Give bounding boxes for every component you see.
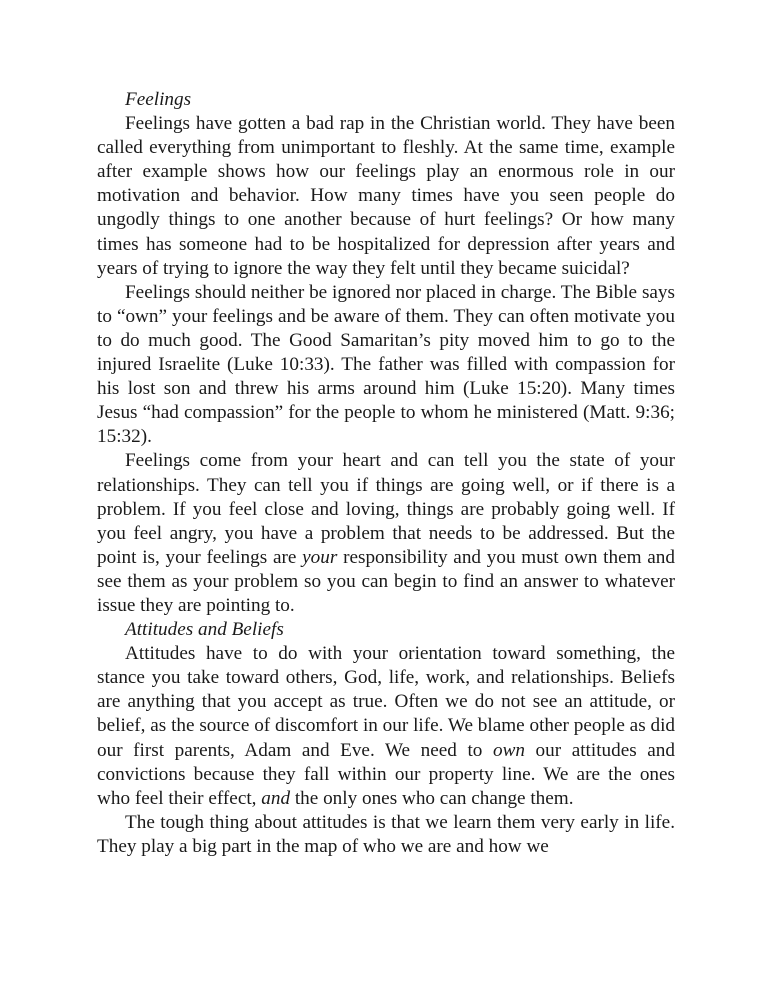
paragraph-text: responsibility and you must own them and see them as your problem so you can begin to find an answer to whatever issue they are pointing to. (97, 546, 675, 616)
document-page (97, 88, 675, 859)
paragraph-attitudes-intro (97, 642, 675, 811)
section-heading-feelings: Feelings (125, 89, 192, 110)
paragraph-text: our attitudes and convictions because they fall within our property line. We are the ones who feel their effect, (97, 739, 675, 809)
paragraph-text: the only ones who can change them. (290, 787, 574, 809)
paragraph-feelings-heart (97, 449, 675, 618)
emphasis-text: own (492, 739, 525, 761)
emphasis-text: and (261, 787, 291, 809)
emphasis-text: your (302, 546, 338, 568)
section-heading-attitudes: Attitudes and Beliefs (125, 619, 284, 641)
paragraph-text: Feelings come from your heart and can tell you the state of your relationships. They can tell you if things are going well, or if there is a problem. If you feel close and loving, things are probably going well. If you feel angry, you have a problem that needs to be addressed. But the point is, your feelings are (97, 450, 675, 568)
paragraph-feelings-intro: Feelings have gotten a bad rap in the Christian world. They have been called everything from unimportant to fleshly. At the same time, example after example shows how our feelings play an enormous role in our motivation and behavior. How many times have you seen people do ungodly things to one another because of hurt feelings? Or how many times has someone had to be hospitalized for depression after years and years of trying to ignore the way they felt until they became suicidal? (97, 113, 675, 279)
paragraph-feelings-own: Feelings should neither be ignored nor placed in charge. The Bible says to “own” your feelings and be aware of them. They can often motivate you to do much good. The Good Samaritan’s pity moved him to go to the injured Israelite (Luke 10:33). The father was filled with compassion for his lost son and threw his arms around him (Luke 15:20). Many times Jesus “had compassion” for the people to whom he ministered (Matt. 9:36; 15:32). (97, 281, 675, 448)
paragraph-text: Attitudes have to do with your orientation toward something, the stance you take toward others, God, life, work, and relationships. Beliefs are anything that you accept as true. Often we do not see an attitude, or belief, as the source of discomfort in our life. We blame other people as did our first parents, Adam and Eve. We need to (97, 643, 675, 761)
paragraph-attitudes-tough: The tough thing about attitudes is that we learn them very early in life. They play a big part in the map of who we are and how we (97, 811, 675, 857)
